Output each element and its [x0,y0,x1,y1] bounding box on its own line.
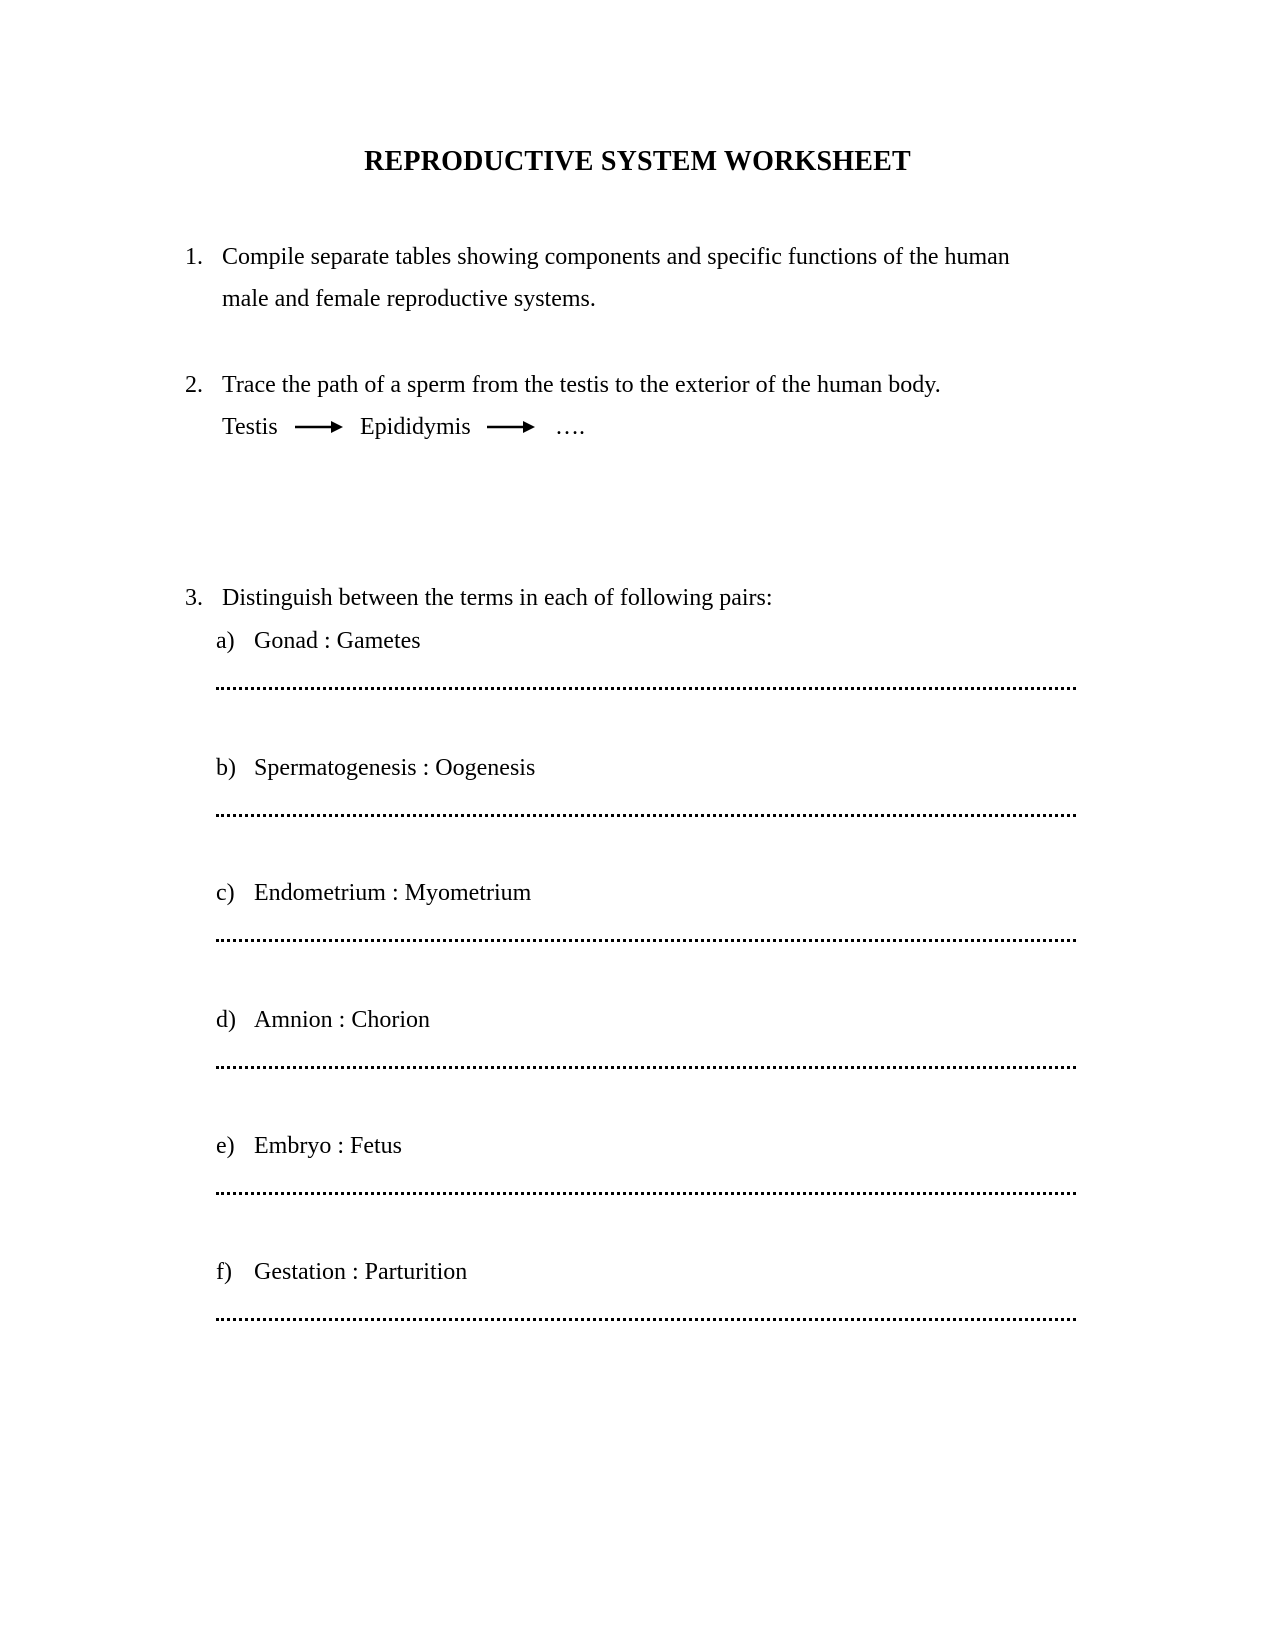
right-arrow-icon [487,420,535,434]
pair-item-a [216,623,1076,713]
pair-item-f [216,1254,1076,1344]
sperm-path-flow [222,406,722,448]
question-text: Trace the path of a sperm from the testis to the exterior of the human body. [222,372,941,398]
answer-line[interactable] [216,1175,1076,1195]
flow-step-continuation: …. [555,414,585,440]
page-title: REPRODUCTIVE SYSTEM WORKSHEET [364,146,911,177]
question-text: Compile separate tables showing components and specific functions of the human male and female reproductive systems. [222,244,1010,312]
answer-line[interactable] [216,1301,1076,1321]
answer-line[interactable] [216,1049,1076,1069]
flow-step-testis: Testis [222,414,278,440]
right-arrow-icon [295,420,343,434]
question-number: 3. [185,585,203,611]
pair-terms: Gonad : Gametes [254,628,421,654]
question-text: Distinguish between the terms in each of following pairs: [222,585,773,611]
pair-terms: Amnion : Chorion [254,1007,431,1033]
answer-line[interactable] [216,670,1076,690]
pair-terms: Spermatogenesis : Oogenesis [254,755,536,781]
answer-line[interactable] [216,922,1076,942]
pair-letter: e) [216,1133,235,1159]
pair-letter: f) [216,1259,232,1285]
answer-line[interactable] [216,797,1076,817]
pair-terms: Embryo : Fetus [254,1133,402,1159]
pair-terms: Endometrium : Myometrium [254,880,532,906]
flow-step-epididymis: Epididymis [360,414,471,440]
pair-letter: d) [216,1007,236,1033]
pair-terms: Gestation : Parturition [254,1259,468,1285]
pair-item-c [216,875,1076,965]
pair-item-e [216,1128,1076,1218]
question-number: 2. [185,372,203,398]
pair-item-b [216,750,1076,840]
question-number: 1. [185,244,203,270]
pair-item-d [216,1002,1076,1092]
pair-letter: c) [216,880,235,906]
pair-letter: a) [216,628,235,654]
pair-letter: b) [216,755,236,781]
